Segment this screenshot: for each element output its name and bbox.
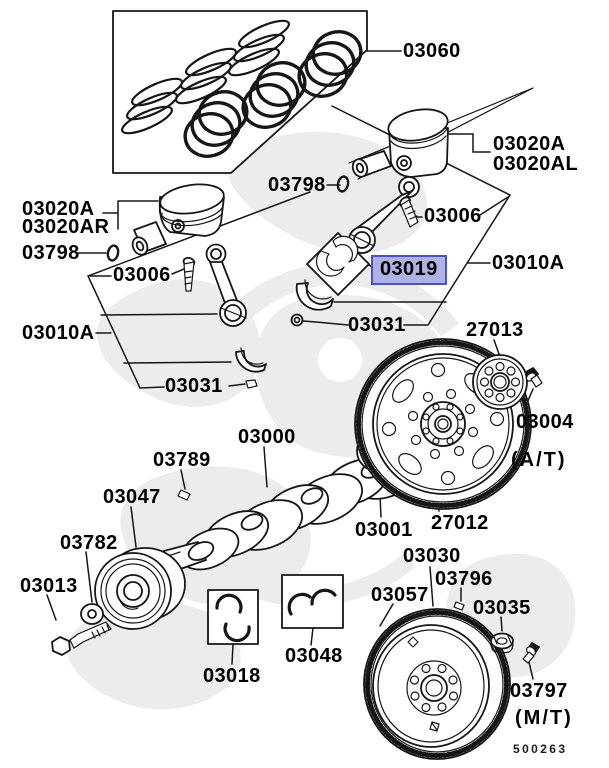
label-03048[interactable]: 03048	[285, 645, 343, 667]
main-bearing-box-03018	[208, 590, 258, 644]
label-03020a-right[interactable]: 03020A	[493, 133, 566, 155]
flywheel-mt-03057	[364, 609, 510, 759]
label-03018[interactable]: 03018	[203, 665, 261, 687]
label-03789[interactable]: 03789	[153, 449, 211, 471]
label-03798-left[interactable]: 03798	[22, 242, 80, 264]
label-03006-left[interactable]: 03006	[113, 264, 171, 286]
label-03020ar[interactable]: 03020AR	[22, 216, 110, 238]
label-at-note: (A/T)	[511, 449, 567, 471]
label-03031-left[interactable]: 03031	[165, 375, 223, 397]
label-03057[interactable]: 03057	[371, 584, 429, 606]
label-03010a-right[interactable]: 03010A	[492, 252, 565, 274]
label-03060[interactable]: 03060	[403, 40, 461, 62]
label-03000[interactable]: 03000	[238, 426, 296, 448]
label-03006-right[interactable]: 03006	[424, 205, 482, 227]
adapter-plate-27013	[473, 355, 527, 409]
label-03010a-left[interactable]: 03010A	[22, 322, 95, 344]
label-03001[interactable]: 03001	[355, 519, 413, 541]
label-03030[interactable]: 03030	[403, 545, 461, 567]
label-03031-right[interactable]: 03031	[348, 314, 406, 336]
washer-03782	[81, 604, 103, 624]
label-03035[interactable]: 03035	[473, 597, 531, 619]
label-03797[interactable]: 03797	[510, 680, 568, 702]
label-03796[interactable]: 03796	[435, 568, 493, 590]
label-27013[interactable]: 27013	[466, 319, 524, 341]
label-03004[interactable]: 03004	[516, 411, 574, 433]
label-03047[interactable]: 03047	[103, 486, 161, 508]
label-03020a-left[interactable]: 03020A	[22, 198, 95, 220]
thrust-washer-box-03048	[282, 575, 343, 628]
label-03020al[interactable]: 03020AL	[493, 153, 579, 175]
label-03798-right[interactable]: 03798	[268, 174, 326, 196]
label-03013[interactable]: 03013	[20, 575, 78, 597]
diagram-code: 500263	[513, 742, 568, 756]
label-27012[interactable]: 27012	[431, 512, 489, 534]
label-03782[interactable]: 03782	[60, 532, 118, 554]
label-03019-highlighted[interactable]: 03019	[371, 255, 447, 285]
label-mt-note: (M/T)	[515, 707, 573, 729]
